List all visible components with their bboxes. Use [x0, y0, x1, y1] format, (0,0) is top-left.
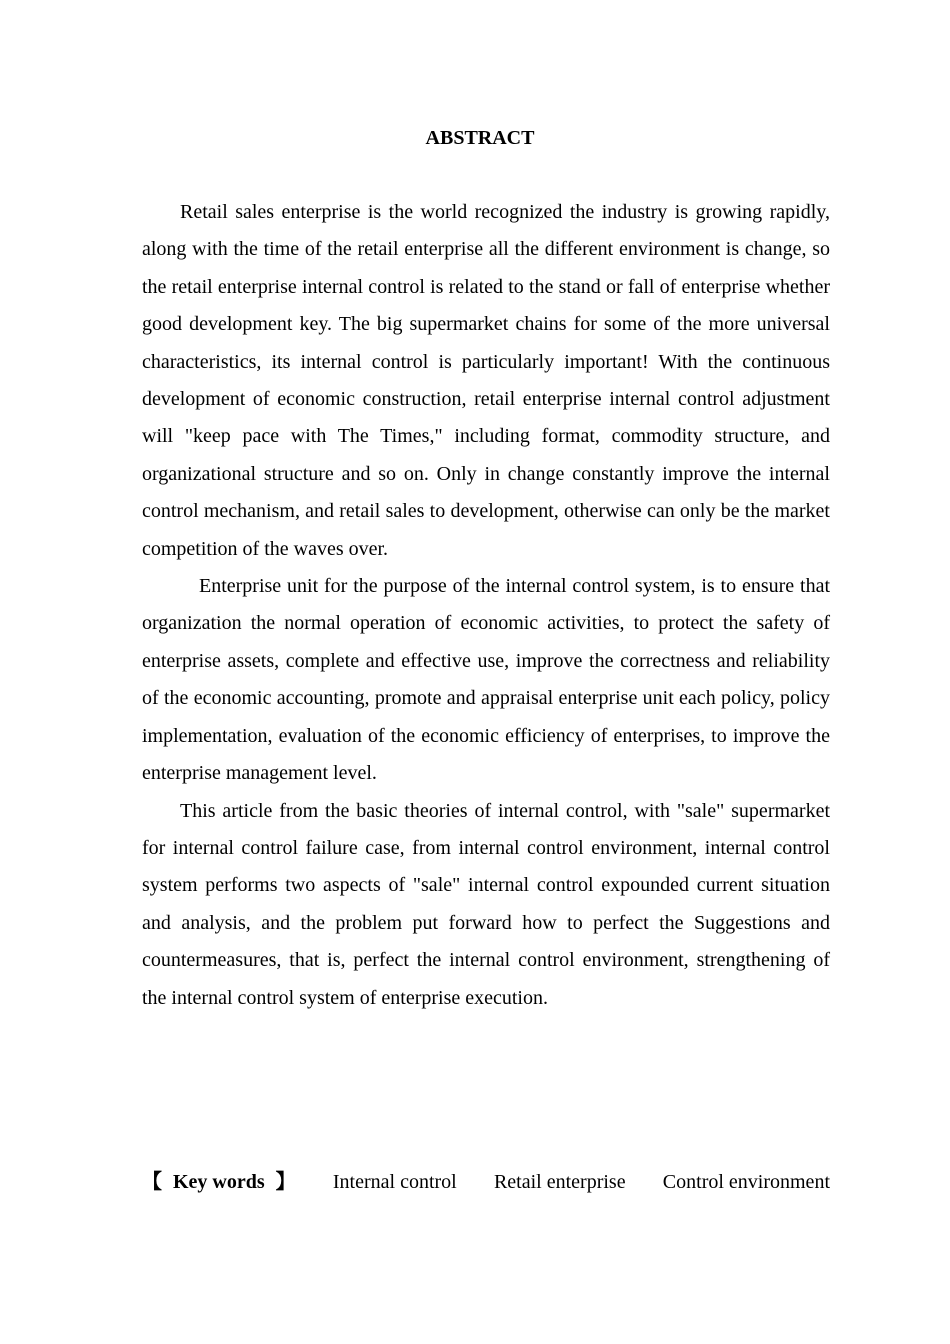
abstract-paragraph-1: Retail sales enterprise is the world recognized the industry is growing rapidly, along with the time of the retail enterprise all the different environment is change, so the retail enterprise internal control is related to the stand or fall of enterprise whether good development key. The big supermarket chains for some of the more universal characteristics, its internal control is particularly important! With the continuous development of economic construction, retail enterprise internal control adjustment will "keep pace with The Times," including format, commodity structure, and organizational structure and so on. Only in change constantly improve the internal control mechanism, and retail sales to development, otherwise can only be the market competition of the waves over. — [142, 201, 830, 560]
abstract-paragraph-3: This article from the basic theories of internal control, with "sale" supermarket for internal control failure case, from internal control environment, internal control system performs two aspects of "sale" internal control expounded current situation and analysis, and the problem put forward how to perfect the Suggestions and countermeasures, that is, perfect the internal control environment, strengthening of the internal control system of enterprise execution. — [142, 799, 830, 1009]
keyword-item: Internal control — [332, 1171, 457, 1193]
keywords-bracket-close: 】 — [275, 1171, 296, 1193]
keywords-bracket-open: 【 — [142, 1171, 162, 1193]
abstract-body — [142, 194, 830, 1017]
keyword-item: Control environment — [662, 1171, 830, 1193]
abstract-title: ABSTRACT — [425, 127, 535, 149]
abstract-paragraph-2: Enterprise unit for the purpose of the internal control system, is to ensure that organization the normal operation of economic activities, to protect the safety of enterprise assets, complete and effective use, improve the correctness and reliability of the economic accounting, promote and appraisal enterprise unit each policy, policy implementation, evaluation of the economic efficiency of enterprises, to improve the enterprise management level. — [142, 575, 830, 785]
keywords-label-group — [142, 1164, 296, 1201]
keywords-line — [142, 1164, 830, 1201]
keyword-item: Retail enterprise — [493, 1171, 626, 1193]
keywords-label: Key words — [173, 1171, 265, 1193]
